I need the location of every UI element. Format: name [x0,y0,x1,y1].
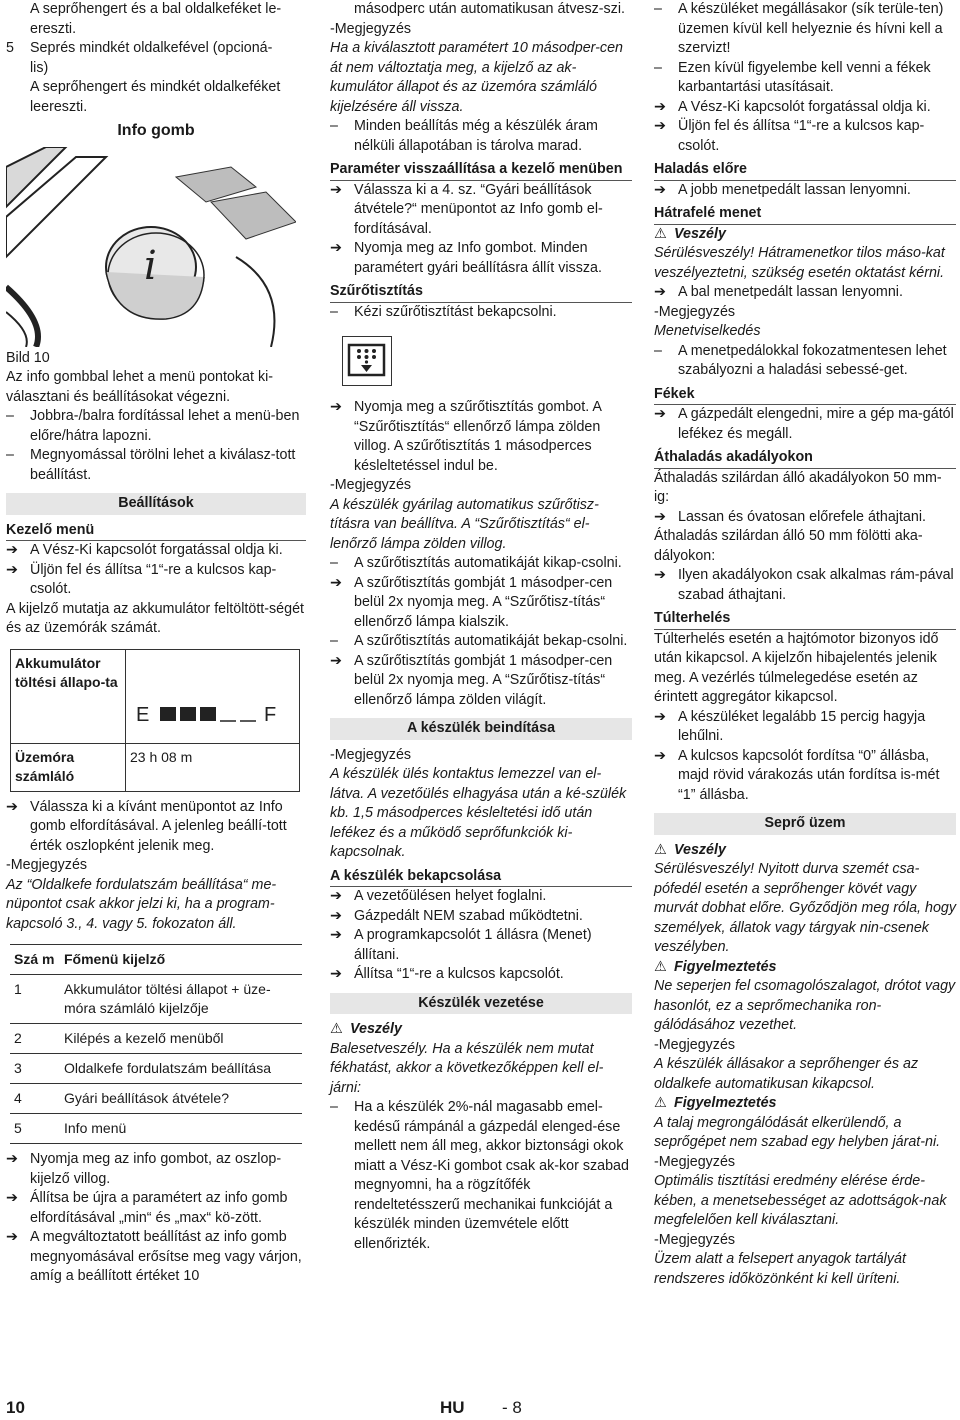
reset-heading: Paraméter visszaállítása a kezelő menüben [330,160,632,181]
list-item: ➔ A szűrőtisztítás gombját 1 másodper-cen belül 2x nyomja meg. A “Szűrőtisz-títás“ ellenőrző lámpa zölden világít. [330,652,613,708]
settings-section-title: Beállítások [6,493,306,515]
table-header-num: Szá m [10,945,60,975]
arrow-right-icon: ➔ [330,888,342,904]
dash-icon: – [6,408,14,424]
obstacles-text-2: Áthaladás szilárdan álló 50 mm fölötti aka-dályokon: [654,528,923,564]
battery-display-table [10,649,300,792]
filter-heading: Szűrőtisztítás [330,282,632,303]
dash-icon: – [330,118,338,134]
arrow-right-icon: ➔ [6,1190,18,1206]
dash-icon: – [330,633,338,649]
operator-menu-heading: Kezelő menü [6,521,306,542]
hours-label: Üzemóra számláló [11,743,126,791]
note-text: A készülék állásakor a seprőhenger és az oldalkefe automatikusan kikapcsol. [654,1056,919,1092]
note-label: -Megjegyzés [654,1036,736,1053]
svg-text:F: F [264,704,277,725]
continued-text: másodperc után automatikusan átvesz-szi. [354,1,625,17]
drive-section-title: Készülék vezetése [330,993,632,1015]
list-item: ➔ A kulcsos kapcsolót fordítsa “0” állásba, majd rövid várakozás után fordítsa is-mét “1” állásba. [654,747,940,803]
language-code: HU [440,1398,465,1417]
battery-segment-filled [160,707,176,721]
table-row: 3 Oldalkefe fordulatszám beállítása [10,1054,302,1084]
list-item: ➔ Válassza ki a kívánt menüpontot az Info gomb elfordításával. A jelenleg beállí-tott érték oszlopként jelenik meg. [6,798,287,854]
dash-icon: – [330,1099,338,1115]
arrow-right-icon: ➔ [654,747,666,764]
warning-icon: ⚠ [330,1021,343,1037]
overload-heading: Túlterhelés [654,609,956,630]
list-item: ➔ A Vész-Ki kapcsolót forgatással oldja ki. [654,98,956,118]
table-header-title: Főmenü kijelző [60,945,302,975]
info-letter-icon: i [144,242,157,289]
note-label: -Megjegyzés [654,1231,736,1248]
list-item: ➔ Állítsa “1“-re a kulcsos kapcsolót. [330,965,632,985]
column-2 [330,0,632,1254]
battery-segment-filled [200,707,216,721]
list-item: ➔ Nyomja meg a szűrőtisztítás gombot. A “Szűrőtisztítás“ ellenőrző lámpa zölden villog. A szűrőtisztítás 1 másodperces késleltetéssel indul be. [330,399,602,474]
list-item: – A szűrőtisztítás automatikáját kikap-csolni. [330,554,632,574]
start-section-title: A készülék beindítása [330,718,632,740]
warning-heading: ⚠ Veszély [330,1020,632,1040]
list-item: ➔ A bal menetpedált lassan lenyomni. [654,283,956,303]
list-item: ➔ Ilyen akadályokon csak alkalmas rám-pával szabad áthajtani. [654,567,954,603]
reverse-heading: Hátrafelé menet [654,204,956,225]
info-section-title: Info gomb [117,122,195,139]
note-text: Az “Oldalkefe fordulatszám beállítása“ me-nüpontot csak akkor jelzi ki, ha a program-kapcsoló 3., 4. vagy 5. fokozaton áll. [6,876,277,932]
info-button-figure [6,147,296,347]
table-header-row [10,945,302,975]
list-item: – Jobbra-/balra fordítással lehet a menü-ben előre/hátra lapozni. [6,408,300,444]
arrow-right-icon: ➔ [6,798,18,815]
overload-text: Túlterhelés esetén a hajtómotor bizonyos idő után kikapcsol. A kijelzőn hibajelentés jelenik meg. A vezérlés túlmelegedése esetén az érintett aggregátor kikapcsol. [654,630,939,705]
dash-icon: – [330,555,338,571]
battery-gauge [126,649,300,743]
column-1 [6,0,306,1287]
note-label: -Megjegyzés [330,746,412,763]
warning-text: Sérülésveszély! Hátramenetkor tilos máso-kat veszélyeztetni, szükség esetén oktatást kérni. [654,245,945,281]
forward-heading: Haladás előre [654,160,956,181]
obstacles-text-1: Áthaladás szilárdan álló akadályokon 50 mm-ig: [654,469,942,505]
note-text: A készülék ülés kontaktus lemezzel van el-látva. A vezetőülés elhagyása után a ké-szülék kb. 1,5 másodperces késleltetési idő után lefékez és a működő seprőfunkciók ki-kapcsolnak. [330,766,627,860]
arrow-right-icon: ➔ [6,542,18,558]
arrow-right-icon: ➔ [654,708,666,725]
arrow-right-icon: ➔ [330,181,342,198]
svg-text:E: E [136,704,150,725]
warning-icon: ⚠ [654,225,667,242]
warning-heading: ⚠ Veszély [654,225,956,245]
note-label: -Megjegyzés [654,303,736,320]
dash-icon: – [654,1,662,17]
list-item: ➔ A vezetőülésen helyet foglalni. [330,887,632,907]
step-5: 5 Seprés mindkét oldalkefével (opcioná- lis) A seprőhengert és mindkét oldalkeféket leereszti. [6,40,281,115]
warning-text: Balesetveszély. Ha a készülék nem mutat fékhatást, akkor a következőképpen kell el-járni: [330,1040,604,1096]
table-row: 1 Akkumulátor töltési állapot + üze-móra számláló kijelzője [10,975,302,1024]
arrow-right-icon: ➔ [654,98,666,115]
arrow-right-icon: ➔ [654,406,666,422]
battery-label: Akkumulátor töltési állapo-ta [11,649,126,743]
arrow-right-icon: ➔ [330,927,342,943]
list-item: – A menetpedálokkal fokozatmentesen lehet szabályozni a haladási sebessé-get. [654,342,947,378]
warning-icon: ⚠ [654,958,667,975]
list-item: ➔ A jobb menetpedált lassan lenyomni. [654,181,956,201]
info-description: Az info gombbal lehet a menü pontokat ki-választani és beállításokat végezni. [6,369,274,405]
arrow-right-icon: ➔ [654,284,666,300]
figure-caption: Bild 10 [6,349,50,366]
list-item: ➔ A programkapcsolót 1 állásra (Menet) állítani. [330,927,592,963]
warning-icon: ⚠ [654,1095,667,1111]
list-item: ➔ Üljön fel és állítsa “1“-re a kulcsos kap-csolót. [6,561,277,597]
brakes-heading: Fékek [654,385,956,406]
intro-text: A seprőhengert és a bal oldalkeféket le- ereszti. [30,1,282,37]
list-item: – Minden beállítás még a készülék áram nélküli állapotában is tárolva marad. [330,118,598,154]
table-row: 4 Gyári beállítások átvétele? [10,1084,302,1114]
note-text: Üzem alatt a felsepert anyagok tartályát rendszeres időközönként ki kell üríteni. [654,1251,906,1287]
step-number: 5 [6,40,14,56]
arrow-right-icon: ➔ [330,240,342,256]
dash-icon: – [654,59,662,76]
list-item: ➔ A Vész-Ki kapcsolót forgatással oldja ki. [6,541,306,561]
warning-text: Sérülésveszély! Nyitott durva szemét csa-pófedél esetén a seprőhenger kövét vagy murvát dobhat előre. Győződjön meg róla, hogy személyek, állatok vagy tárgyak nin-csenek veszélyben. [654,861,956,955]
info-button-illustration [6,147,296,347]
list-item: ➔ Üljön fel és állítsa “1“-re a kulcsos kap-csolót. [654,118,925,154]
note-text: A készülék gyárilag automatikus szűrőtisz-tításra van beállítva. A “Szűrőtisztítás“ el-lenőrző lámpa zölden villog. [330,496,599,552]
list-item: ➔ A készüléket legalább 15 percig hagyja lehűlni. [654,708,926,744]
note-label: -Megjegyzés [6,857,88,873]
arrow-right-icon: ➔ [6,1151,18,1167]
page-number-right: - 8 [502,1398,522,1417]
arrow-right-icon: ➔ [6,1229,18,1245]
arrow-right-icon: ➔ [330,574,342,591]
arrow-right-icon: ➔ [654,181,666,198]
list-item: – Megnyomással törölni lehet a kiválasz-tott beállítást. [6,447,296,483]
display-description: A kijelző mutatja az akkumulátor feltöltött-ségét és az üzemórák számát. [6,600,304,636]
table-row: 2 Kilépés a kezelő menüből [10,1024,302,1054]
note-label: -Megjegyzés [654,1153,736,1170]
main-menu-table [10,944,302,1144]
note-label: -Megjegyzés [330,20,412,37]
sweep-section-title: Seprő üzem [654,813,956,835]
note-text: Optimális tisztítási eredmény elérése érde-kében, a menetsebességet az adottságok-nak megfelelően kell kiválasztani. [654,1173,947,1228]
dash-icon: – [330,303,338,320]
caution-text: Ne seperjen fel csomagolószalagot, drótot vagy hasonlót, ez a seprőmechanika ron-gálódásához vezethet. [654,978,956,1033]
list-item: – Ezen kívül figyelembe kell venni a fékek karbantartási utasításait. [654,59,931,95]
caution-heading: ⚠ Figyelmeztetés [654,958,956,978]
arrow-right-icon: ➔ [6,561,18,578]
list-item: – A szűrőtisztítás automatikáját bekap-csolni. [330,632,632,652]
list-item: ➔ A megváltoztatott beállítást az info gomb megnyomásával erősítse meg vagy várjon, amíg a beállított értéket 10 [6,1229,302,1284]
arrow-right-icon: ➔ [330,399,342,415]
list-item: ➔ Válassza ki a 4. sz. “Gyári beállítások átvétele?“ menüpontot az Info gomb el-fordításával. [330,181,603,237]
column-3 [654,0,956,1289]
arrow-right-icon: ➔ [330,907,342,924]
filter-cleaning-icon [343,337,390,384]
arrow-right-icon: ➔ [654,118,666,134]
note-text: Ha a kiválasztott paramétert 10 másodper-cen át nem változtatja meg, a kijelző az ak-kumulátor állapot és az üzemóra számláló kijelzésére áll vissza. [330,40,623,115]
list-item: – Ha a készülék 2%-nál magasabb emel-kedésű rámpánál a gázpedál elenged-ése mellett nem áll meg, akkor biztonsági okok miatt a Vész-Ki gombot csak ak-kor szabad megnyomni, ha a rögzítőfék rendeltetésszerű mechanikai funkcióját a készülék minden üzemvétele előtt ellenőrizték. [330,1099,629,1252]
list-item: ➔ Állítsa be újra a paramétert az info gomb elfordításával „min“ és „max“ kö-zött. [6,1190,288,1226]
warning-heading: ⚠ Veszély [654,841,956,861]
warning-icon: ⚠ [654,841,667,858]
hours-value: 23 h 08 m [126,743,300,791]
list-item: ➔ Lassan és óvatosan előrefele áthajtani. [654,508,956,528]
caution-text: A talaj megrongálódását elkerülendő, a seprőgépet nem szabad egy helyben járat-ni. [654,1114,941,1150]
battery-level-gauge [130,701,290,725]
caution-heading: ⚠ Figyelmeztetés [654,1094,956,1114]
battery-segment-filled [180,707,196,721]
filter-button-figure [342,336,392,386]
note-text: Menetviselkedés [654,323,761,339]
note-label: -Megjegyzés [330,477,412,493]
page-number-left: 10 [6,1398,25,1417]
list-item: ➔ Gázpedált NEM szabad működtetni. [330,907,632,927]
dash-icon: – [6,447,14,463]
list-item: – A készüléket megállásakor (sík terüle-ten) üzemen kívül kell helyeznie és hívni kell a szervizt! [654,1,944,56]
arrow-right-icon: ➔ [330,652,342,669]
arrow-right-icon: ➔ [654,567,666,583]
list-item: ➔ Nyomja meg az Info gombot. Minden paramétert gyári beállításra állít vissza. [330,240,602,276]
obstacles-heading: Áthaladás akadályokon [654,448,956,469]
list-item: ➔ A gázpedált elengedni, mire a gép ma-gától lefékez és megáll. [654,406,954,442]
arrow-right-icon: ➔ [654,508,666,525]
dash-icon: – [654,342,662,359]
arrow-right-icon: ➔ [330,966,342,982]
list-item: – Kézi szűrőtisztítást bekapcsolni. [330,303,632,323]
power-on-heading: A készülék bekapcsolása [330,867,632,888]
list-item: ➔ A szűrőtisztítás gombját 1 másodper-cen belül 2x nyomja meg. A “Szűrőtisz-títás“ ellenőrző lámpa kialszik. [330,574,613,630]
table-row: 5 Info menü [10,1114,302,1144]
list-item: ➔ Nyomja meg az info gombot, az oszlop-kijelző villog. [6,1151,282,1187]
